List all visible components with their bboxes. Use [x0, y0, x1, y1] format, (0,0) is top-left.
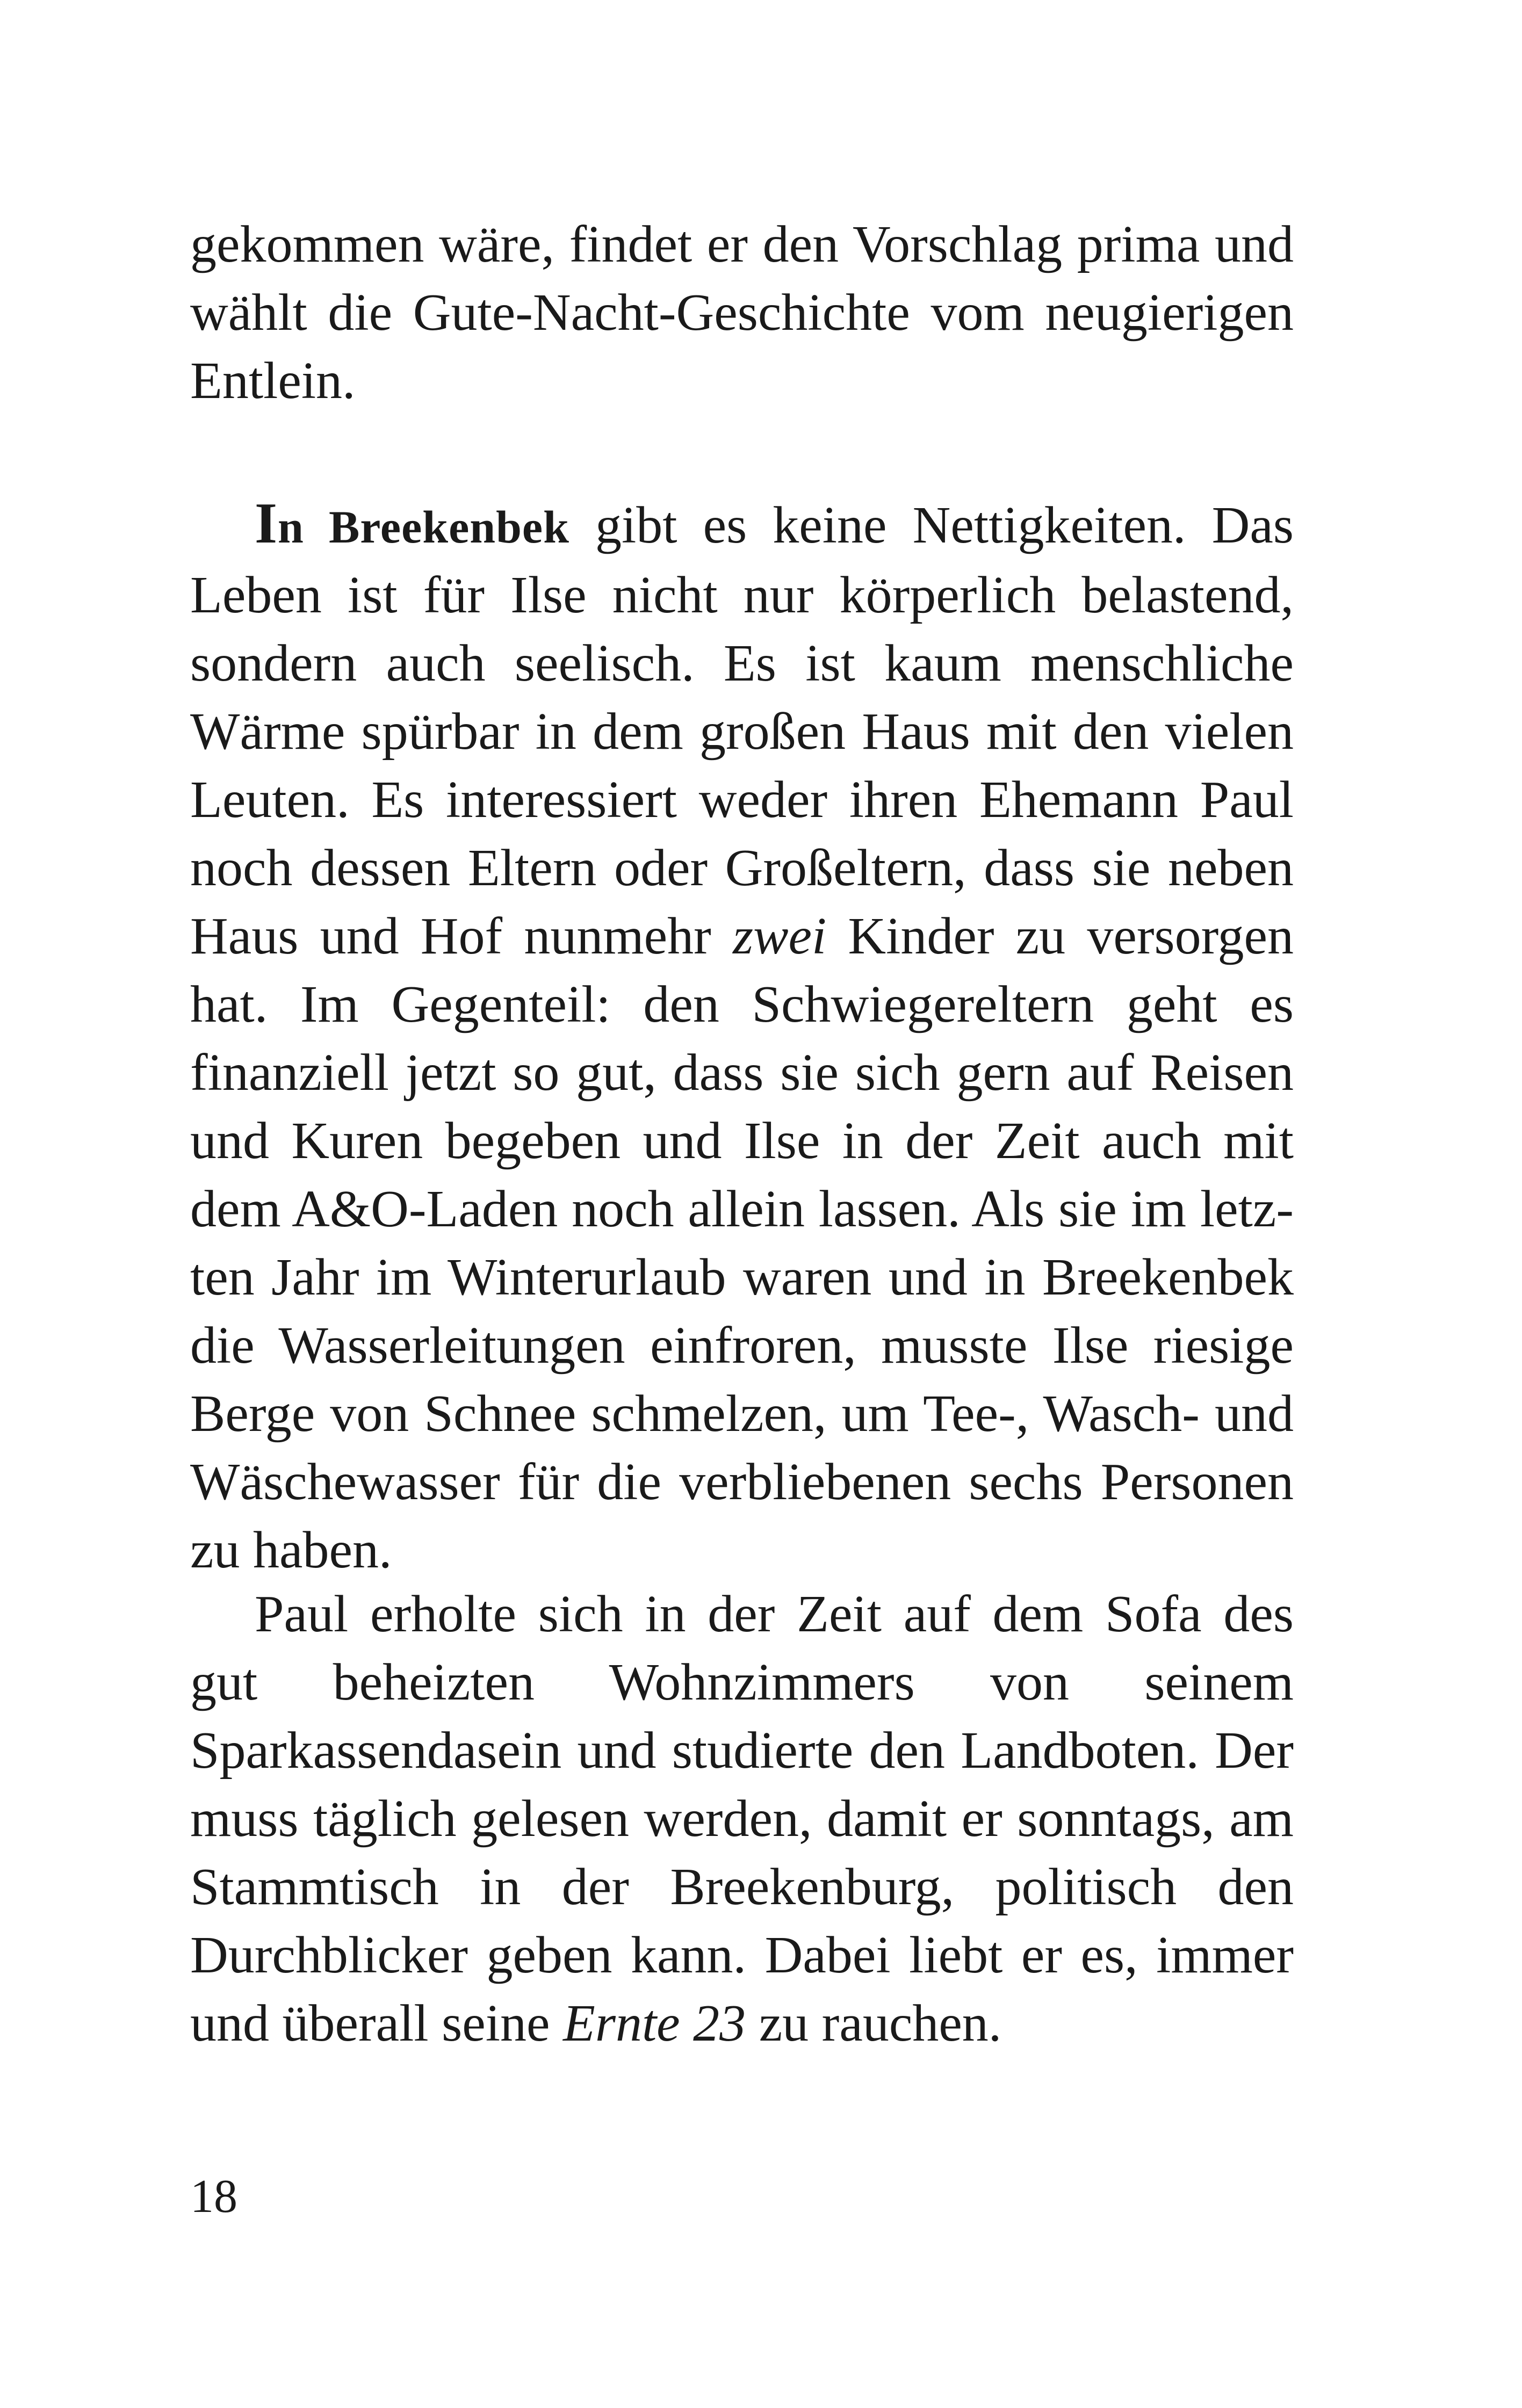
paragraph-text: gibt es keine Nettigkeiten. Das Leben ist für Ilse nicht nur körperlich belastend, sondern auch seelisch. Es ist kaum menschliche Wärme spürbar in dem großen Haus mit den vielen Leuten. Es interessiert weder ihren Ehemann Paul noch dessen Eltern oder Großeltern, dass sie neben Haus und Hof nunmehr — [190, 496, 1294, 965]
initial-letter: I — [255, 491, 278, 555]
paragraph-text: zu rauchen. — [746, 1994, 1002, 2052]
lead-in-words: n Breekenbek — [278, 501, 569, 553]
paragraph-section-start — [190, 489, 1294, 1585]
paragraph — [190, 1580, 1294, 2058]
paragraph-continuation — [190, 211, 1294, 415]
italic-emphasis: zwei — [732, 907, 827, 965]
paragraph-text: Kinder zu versorgen hat. Im Gegenteil: den Schwiegereltern geht es finanziell jetzt so gut, dass sie sich gern auf Reisen und Kuren begeben und Ilse in der Zeit auch mit dem A&O-Laden noch allein lassen. Als sie im letzten Jahr im Winterurlaub waren und in Breekenbek die Wasserleitungen einfroren, musste Ilse riesige Berge von Schnee schmelzen, um Tee-, Wasch- und Wäschewasser für die verbliebenen sechs Personen zu haben. — [190, 907, 1294, 1579]
page-number: 18 — [190, 2171, 237, 2223]
paragraph-text: gekommen wäre, findet er den Vorschlag prima und wählt die Gute-Nacht-Geschichte vom neugierigen Entlein. — [190, 215, 1294, 410]
italic-brand-name: Ernte 23 — [562, 1994, 746, 2052]
paragraph-text: Paul erholte sich in der Zeit auf dem Sofa des gut beheizten Wohnzimmers von seinem Sparkassendasein und studierte den Landboten. Der muss täglich gelesen werden, damit er sonntags, am Stammtisch in der Breekenburg, politisch den Durchblicker geben kann. Dabei liebt er es, immer und überall seine — [190, 1585, 1294, 2052]
